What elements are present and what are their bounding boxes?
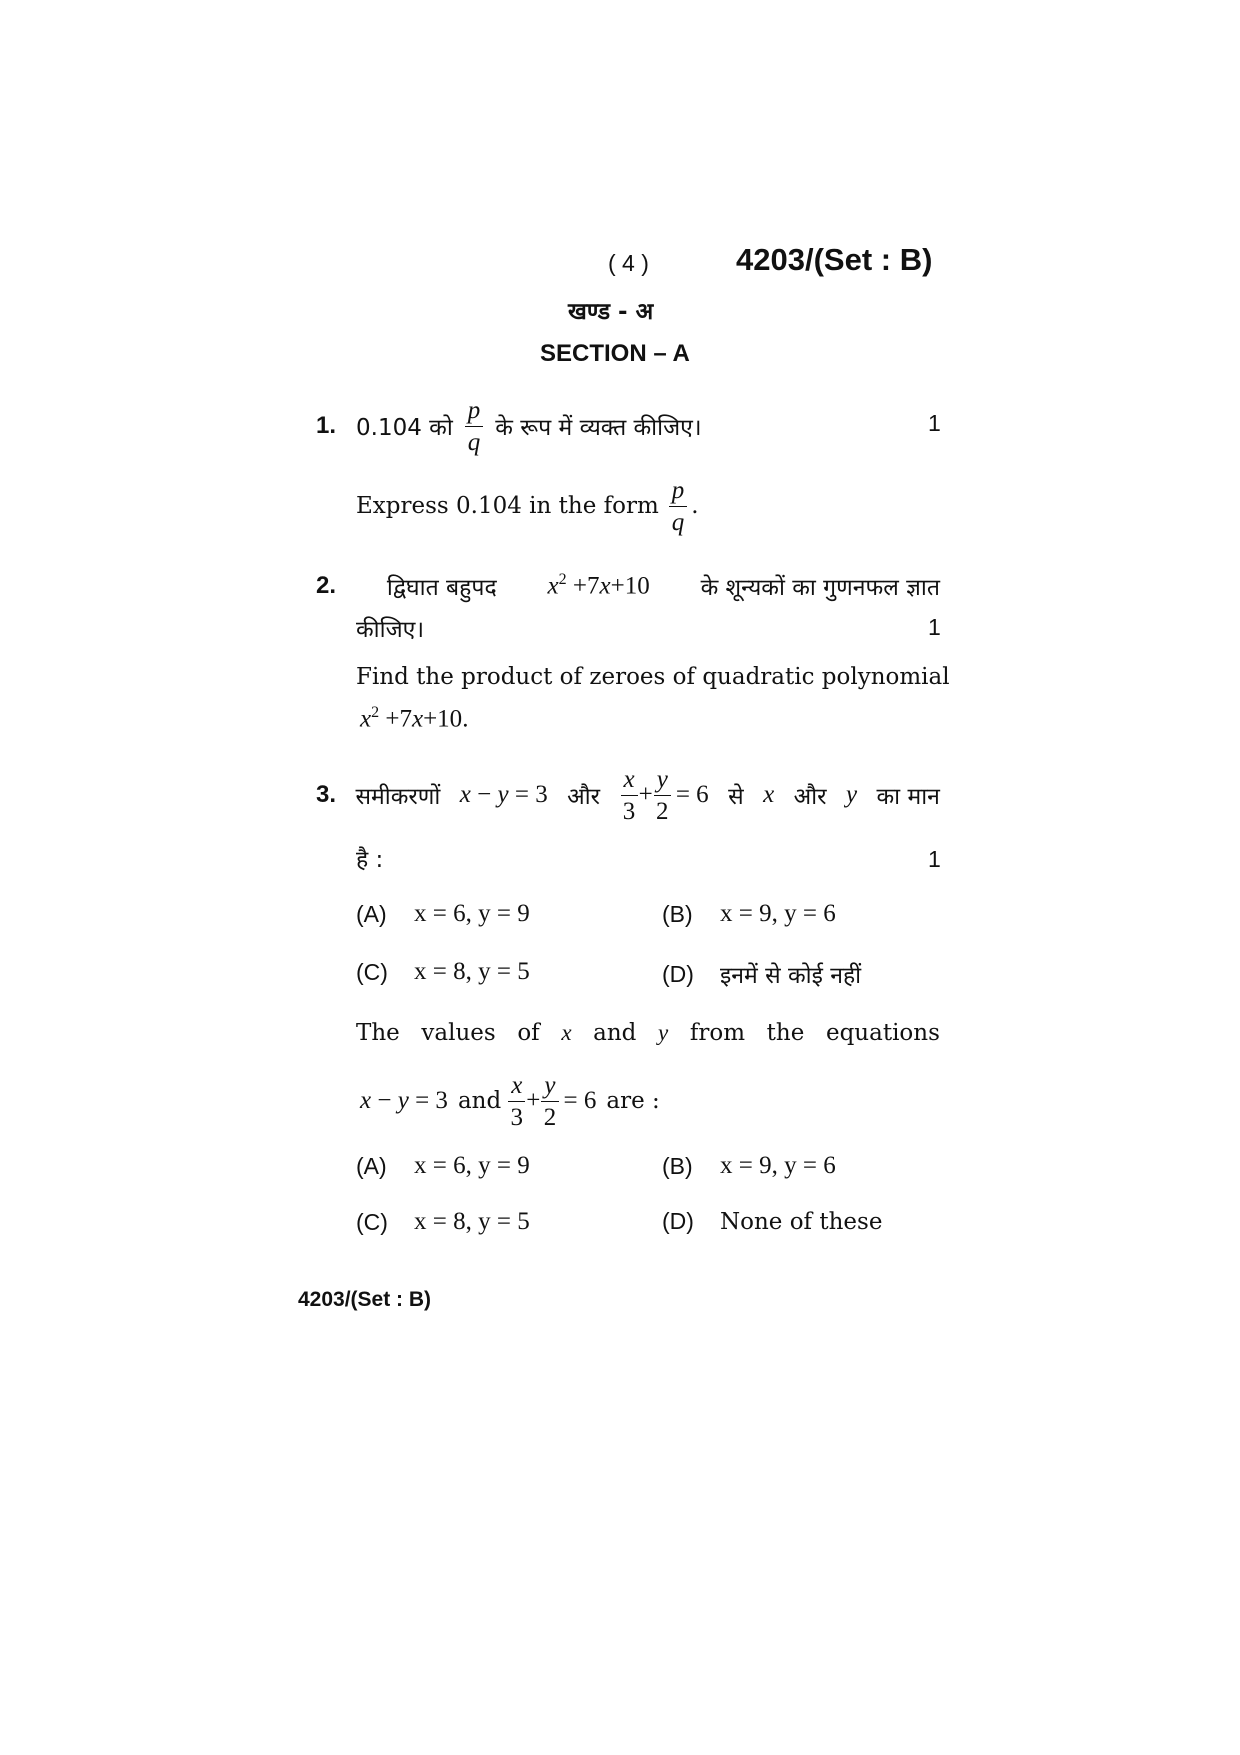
option-b-hindi — [662, 900, 836, 928]
fraction-denominator: q — [467, 428, 481, 456]
word: from — [689, 1020, 746, 1046]
var-y: y — [845, 781, 858, 808]
poly-constant: +10 — [610, 572, 650, 600]
option-value: x = 8, y = 5 — [414, 958, 530, 985]
hindi-se: से — [728, 784, 744, 810]
option-value: इनमें से कोई नहीं — [720, 963, 862, 989]
question-1 — [316, 396, 936, 456]
var-y: y — [658, 1020, 669, 1045]
word: and — [593, 1020, 637, 1046]
question-2-hindi-b: के शून्यकों का गुणनफल ज्ञात — [700, 575, 940, 601]
word: equations — [825, 1020, 940, 1046]
fraction-denominator: 3 — [622, 797, 636, 825]
option-value: None of these — [720, 1208, 883, 1235]
question-number: 1. — [316, 412, 337, 439]
fraction-denominator: 2 — [543, 1103, 557, 1131]
fraction-y-over-2 — [654, 767, 671, 824]
question-2-marks: 1 — [928, 614, 941, 640]
var-x: x — [459, 781, 471, 808]
option-value: x = 9, y = 6 — [720, 1152, 836, 1179]
fraction-denominator: 2 — [656, 797, 669, 825]
question-2-english-post: . — [462, 705, 469, 733]
question-2-hindi-line1 — [316, 570, 940, 602]
option-label: (D) — [662, 960, 694, 987]
fraction-numerator: p — [669, 478, 688, 507]
fraction-numerator: x — [621, 767, 638, 796]
word: The — [356, 1020, 400, 1046]
word: values — [421, 1020, 496, 1046]
word: of — [517, 1020, 540, 1046]
minus-sign: − — [477, 781, 492, 808]
question-3-hindi-line1 — [316, 762, 940, 828]
poly-variable: x — [547, 572, 559, 600]
fraction-x-over-3 — [621, 767, 638, 824]
section-title-english: SECTION – A — [540, 340, 690, 367]
option-value: x = 8, y = 5 — [414, 1208, 530, 1235]
question-1-hindi — [316, 396, 936, 456]
poly-exponent: 2 — [558, 571, 567, 589]
question-1-english-pre: Express 0.104 in the form — [356, 493, 659, 519]
option-d-english — [662, 1208, 882, 1235]
question-2-hindi-line2: कीजिए। — [356, 617, 425, 643]
question-2-hindi-a: द्विघात बहुपद — [386, 575, 497, 601]
fraction-numerator: y — [654, 767, 671, 796]
question-number: 2. — [316, 572, 337, 599]
option-value: x = 6, y = 9 — [414, 900, 530, 927]
fraction-numerator: y — [541, 1073, 558, 1102]
hindi-and-2: और — [793, 784, 827, 810]
option-label: (A) — [356, 1152, 387, 1179]
question-3-marks: 1 — [928, 846, 941, 872]
option-label: (C) — [356, 958, 388, 985]
question-1-english — [356, 476, 699, 536]
page-number: ( 4 ) — [608, 250, 649, 276]
set-code-footer: 4203/(Set : B) — [298, 1288, 432, 1311]
var-y: y — [497, 781, 509, 808]
option-value: x = 9, y = 6 — [720, 900, 836, 927]
option-label: (B) — [662, 1152, 693, 1179]
section-title-hindi: खण्ड - अ — [568, 299, 654, 325]
english-and: and — [457, 1088, 502, 1114]
fraction-x-over-3 — [508, 1073, 525, 1130]
word: the — [766, 1020, 805, 1046]
poly-variable-2: x — [599, 572, 611, 600]
question-3-hindi-line2: है : — [356, 847, 384, 873]
question-1-hindi-post: के रूप में व्यक्त कीजिए। — [495, 415, 702, 441]
minus-sign: − — [377, 1087, 392, 1114]
question-1-english-post: . — [691, 493, 699, 519]
plus-sign: + — [526, 1087, 541, 1114]
question-2-english-line2 — [360, 704, 468, 733]
option-c-hindi — [356, 958, 530, 986]
equation-1-rhs: = 3 — [415, 1087, 448, 1114]
option-a-english — [356, 1152, 530, 1180]
option-b-english — [662, 1152, 836, 1180]
option-label: (A) — [356, 900, 387, 927]
fraction-numerator: p — [465, 398, 484, 427]
hindi-ka-maan: का मान — [876, 784, 940, 810]
option-value: x = 6, y = 9 — [414, 1152, 530, 1179]
fraction-denominator: 3 — [510, 1103, 523, 1131]
poly-variable-2: x — [411, 705, 424, 733]
question-number: 3. — [316, 781, 337, 808]
option-d-hindi — [662, 958, 861, 990]
option-a-hindi — [356, 900, 530, 928]
equation-2-rhs: = 6 — [563, 1087, 597, 1114]
poly-variable: x — [360, 705, 372, 733]
equation-1 — [460, 781, 548, 809]
fraction-p-over-q — [465, 398, 484, 455]
fraction-denominator: q — [671, 508, 685, 536]
fraction-numerator: x — [508, 1073, 525, 1102]
var-y: y — [397, 1087, 409, 1114]
var-x: x — [360, 1087, 372, 1114]
question-3-english-line2 — [360, 1068, 660, 1134]
polynomial — [548, 571, 650, 600]
option-label: (D) — [662, 1208, 694, 1234]
question-3-english-line1 — [356, 1020, 940, 1046]
poly-constant: +10 — [423, 705, 463, 733]
question-2-english-line1: Find the product of zeroes of quadratic polynomial — [356, 664, 950, 690]
equation-2 — [620, 767, 709, 824]
poly-exponent: 2 — [371, 704, 380, 721]
option-label: (B) — [662, 900, 693, 927]
question-1-marks: 1 — [928, 410, 941, 436]
var-x: x — [763, 781, 775, 808]
option-c-english — [356, 1208, 530, 1236]
poly-term: +7 — [572, 572, 600, 600]
fraction-p-over-q — [669, 478, 688, 535]
poly-term: +7 — [385, 705, 412, 733]
fraction-y-over-2 — [541, 1073, 558, 1130]
equation-2-rhs: = 6 — [675, 781, 709, 808]
set-code-header: 4203/(Set : B) — [736, 242, 933, 277]
equation-1-rhs: = 3 — [514, 781, 548, 808]
question-1-hindi-pre: 0.104 को — [356, 415, 453, 441]
var-x: x — [561, 1020, 572, 1045]
option-label: (C) — [356, 1208, 388, 1235]
english-are: are : — [606, 1088, 660, 1114]
hindi-and: और — [567, 784, 601, 810]
question-3-hindi-a: समीकरणों — [355, 784, 441, 810]
equation-1 — [360, 1087, 448, 1115]
plus-sign: + — [638, 781, 653, 808]
